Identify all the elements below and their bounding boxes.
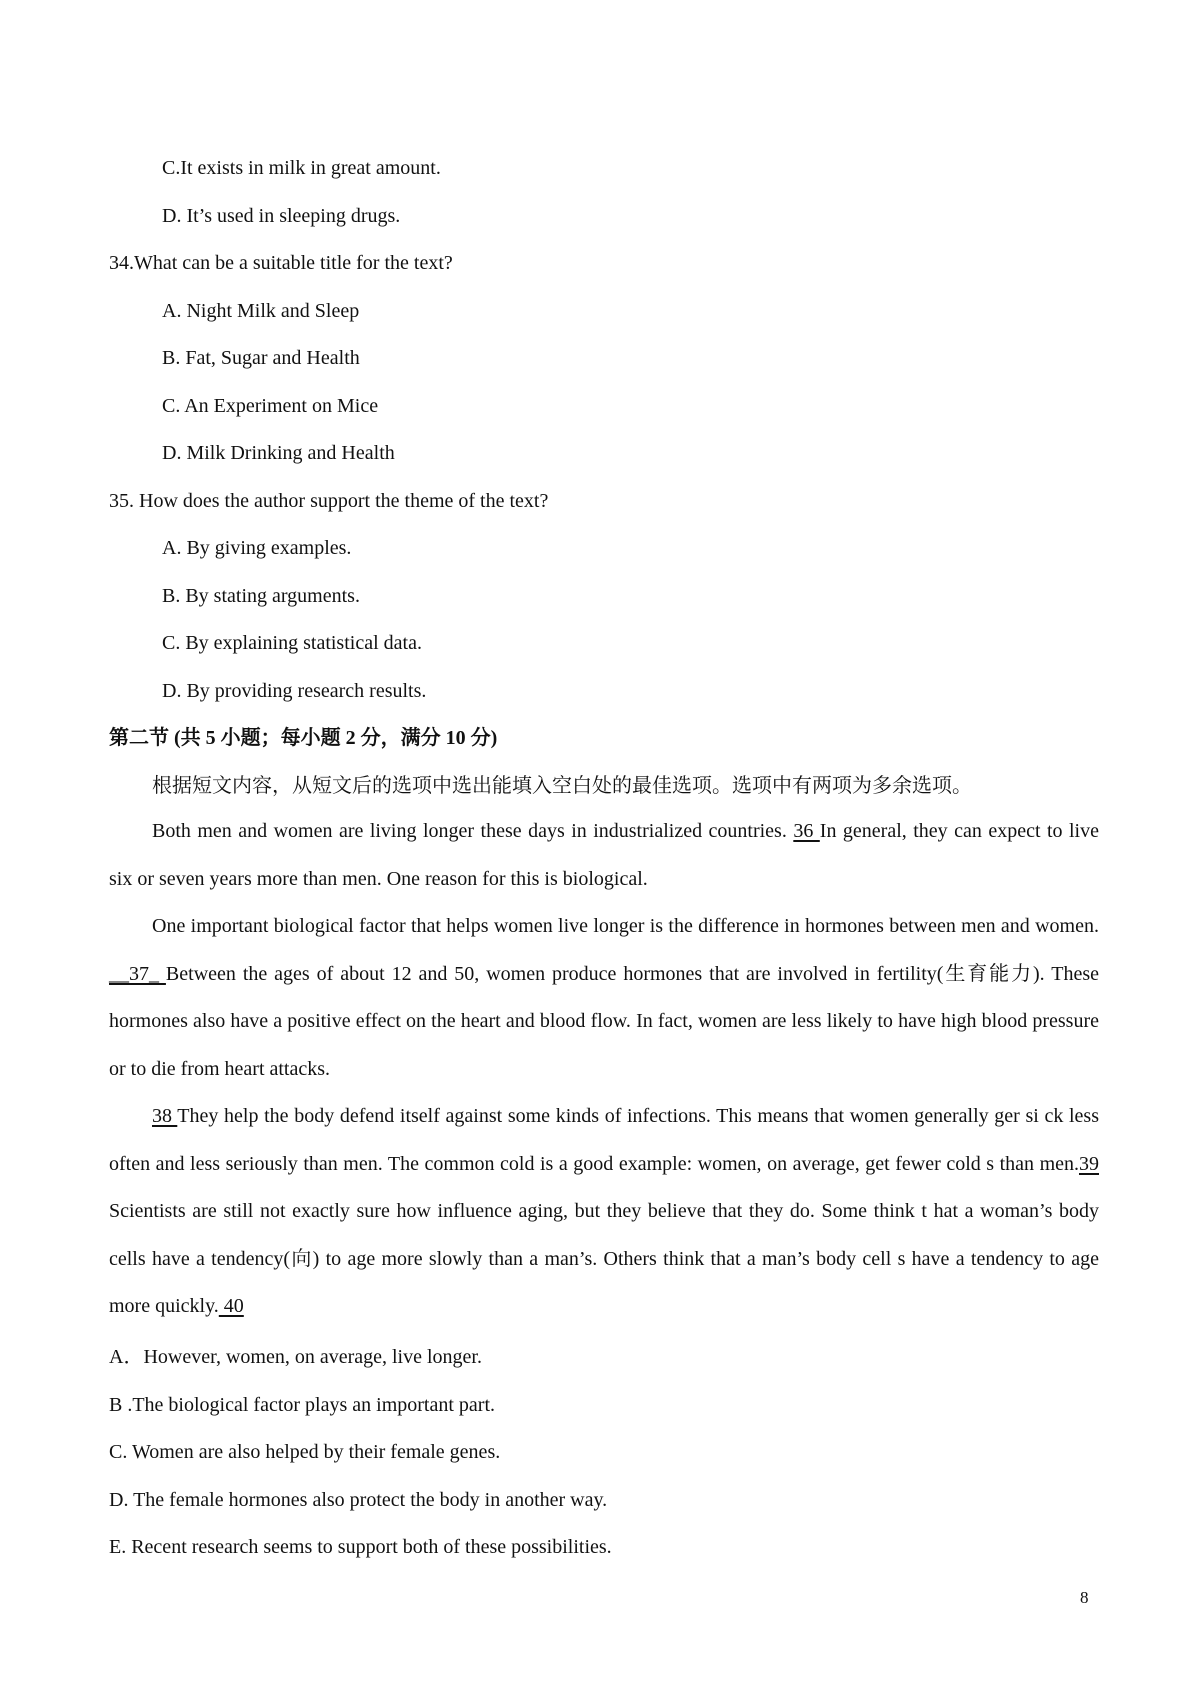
q33-option-d: D. It’s used in sleeping drugs. [162,205,401,227]
passage-text: Between the ages of about 12 and 50, women produce hormones that are involved in fertility(生育能力). These hormones also have a positive effect on the heart and blood flow. In fact, women are less likely to have high blood pressure or to die from heart attacks. [109,962,1099,1080]
section-heading: 第二节 (共 5 小题；每小题 2 分，满分 10 分) [109,727,498,749]
section-instruction: 根据短文内容，从短文后的选项中选出能填入空白处的最佳选项。选项中有两项为多余选项。 [152,775,972,797]
q34-option-a: A. Night Milk and Sleep [162,300,360,322]
passage-text: Both men and women are living longer these days in industrialized countries. [152,820,794,842]
q35-option-a: A. By giving examples. [162,537,352,559]
passage-paragraph-2 [109,903,1099,1093]
q34-question: 34.What can be a suitable title for the text? [109,252,453,274]
passage-text: In general, they can expect to live six or seven years more than men. One reason for this is biological. [109,820,1099,890]
choice-e: E. Recent research seems to support both of these possibilities. [109,1536,612,1558]
passage-paragraph-3 [109,1093,1099,1331]
blank-37: __37_ [109,962,166,985]
q35-option-b: B. By stating arguments. [162,585,360,607]
q35-option-d: D. By providing research results. [162,680,427,702]
blank-36: 36 [793,820,820,842]
q34-option-d: D. Milk Drinking and Health [162,442,395,464]
choice-d: D. The female hormones also protect the body in another way. [109,1489,608,1511]
q35-option-c: C. By explaining statistical data. [162,632,422,654]
passage-text: They help the body defend itself against some kinds of infections. This means that women generally ger si ck less often and less seriously than men. The common cold is a good example: women, on average, get fewer cold s than men. [109,1105,1100,1175]
q35-question: 35. How does the author support the theme of the text? [109,490,549,512]
passage-text: One important biological factor that helps women live longer is the difference in hormones between men and women. [152,915,1099,937]
q34-option-b: B. Fat, Sugar and Health [162,347,360,369]
blank-39: 39 [1079,1152,1099,1175]
choice-c: C. Women are also helped by their female genes. [109,1441,501,1463]
q33-option-c: C.It exists in milk in great amount. [162,157,441,179]
passage-paragraph-1 [109,808,1099,903]
blank-38: 38 [152,1105,178,1127]
blank-40: 40 [218,1295,244,1317]
choice-b: B .The biological factor plays an important part. [109,1394,495,1416]
page-number: 8 [1080,1588,1089,1607]
q34-option-c: C. An Experiment on Mice [162,395,379,417]
choice-a: A．However, women, on average, live longer. [109,1346,482,1368]
passage-text: Scientists are still not exactly sure how influence aging, but they believe that they do. Some think t hat a woman’s body cells have a tendency(向) to age more slowly than a man’s. Others think that a man’s body cell s have a tendency to age more quickly. [109,1200,1099,1317]
